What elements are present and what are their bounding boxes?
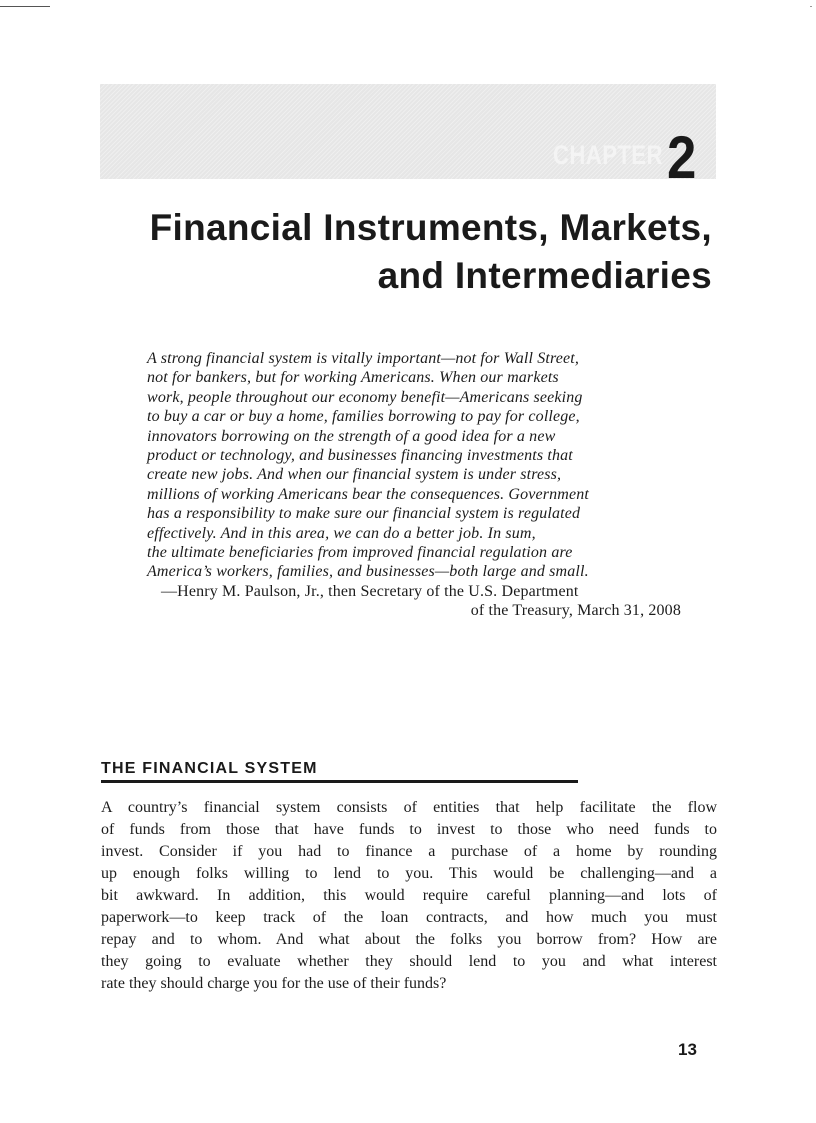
page-number: 13 (678, 1040, 697, 1059)
epigraph-line: innovators borrowing on the strength of a good idea for a new (147, 427, 556, 445)
epigraph-line: effectively. And in this area, we can do a better job. In sum, (147, 524, 536, 542)
corner-mark (810, 6, 812, 7)
body-line: bit awkward. In addition, this would require careful planning—and lots of (101, 887, 717, 904)
body-line: invest. Consider if you had to finance a purchase of a home by rounding (101, 843, 717, 860)
epigraph-line: create new jobs. And when our financial system is under stress, (147, 466, 562, 484)
top-edge-rule (0, 6, 50, 7)
chapter-title-line: and Intermediaries (377, 255, 712, 296)
epigraph-line: America’s workers, families, and businesses—both large and small. (147, 563, 589, 581)
epigraph-line: has a responsibility to make sure our financial system is regulated (147, 505, 581, 523)
epigraph (147, 349, 707, 621)
body-line: rate they should charge you for the use of their funds? (101, 975, 447, 992)
epigraph-attribution: of the Treasury, March 31, 2008 (470, 602, 681, 620)
epigraph-line: product or technology, and businesses financing investments that (147, 447, 573, 465)
epigraph-attribution: —Henry M. Paulson, Jr., then Secretary of the U.S. Department (161, 582, 579, 600)
chapter-label: CHAPTER (553, 140, 663, 170)
body-line: they going to evaluate whether they should lend to you and what interest (101, 953, 717, 970)
section-heading-rule (101, 780, 578, 783)
epigraph-line: millions of working Americans bear the consequences. Government (147, 485, 589, 503)
epigraph-line: work, people throughout our economy benefit—Americans seeking (147, 388, 583, 406)
chapter-title (112, 204, 712, 300)
section-heading: THE FINANCIAL SYSTEM (101, 760, 318, 777)
chapter-title-line: Financial Instruments, Markets, (149, 207, 712, 248)
body-line: of funds from those that have funds to invest to those who need funds to (101, 821, 717, 838)
body-line: repay and to whom. And what about the folks you borrow from? How are (101, 931, 717, 948)
epigraph-line: to buy a car or buy a home, families borrowing to pay for college, (147, 408, 580, 426)
chapter-number: 2 (667, 124, 697, 191)
body-line: up enough folks willing to lend to you. This would be challenging—and a (101, 865, 717, 882)
section-body (101, 797, 717, 995)
epigraph-line: the ultimate beneficiaries from improved financial regulation are (147, 544, 573, 562)
epigraph-line: A strong financial system is vitally important—not for Wall Street, (147, 350, 579, 367)
epigraph-line: not for bankers, but for working Americans. When our markets (147, 369, 559, 387)
body-line: paperwork—to keep track of the loan contracts, and how much you must (101, 909, 717, 926)
body-line: A country’s financial system consists of entities that help facilitate the flow (101, 799, 717, 816)
